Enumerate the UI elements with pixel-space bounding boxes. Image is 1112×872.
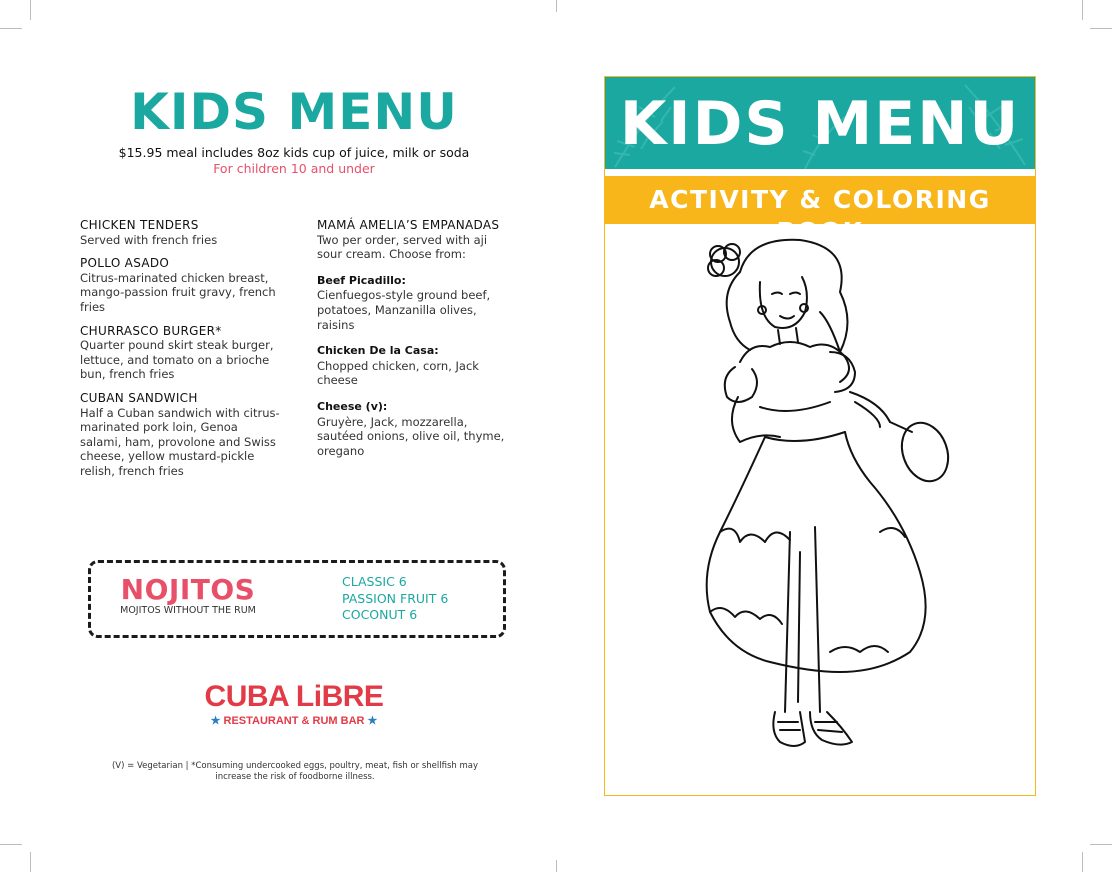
menu-item-name: CHURRASCO BURGER*	[80, 323, 222, 338]
crop-mark	[556, 0, 557, 12]
crop-mark	[30, 852, 31, 872]
crop-mark	[1082, 0, 1083, 20]
crop-mark	[556, 860, 557, 872]
crop-mark	[30, 0, 31, 20]
menu-title: KIDS MENU	[130, 83, 458, 141]
menu-item-desc: Quarter pound skirt steak burger, lettuce, and tomato on a brioche bun, french fries	[80, 338, 274, 382]
logo-tagline-row	[180, 714, 408, 727]
menu-item	[80, 324, 280, 382]
cover-title: KIDS MENU	[619, 89, 1021, 159]
nojitos-subtitle: MOJITOS WITHOUT THE RUM	[120, 605, 256, 616]
age-line: For children 10 and under	[213, 161, 375, 176]
star-icon: ★	[210, 715, 221, 727]
footnote: (V) = Vegetarian | *Consuming undercooked eggs, poultry, meat, fish or shellfish may increase the risk of foodborne illness.	[111, 761, 479, 782]
drink-item: PASSION FRUIT 6	[342, 590, 449, 606]
drink-item: COCONUT 6	[342, 607, 418, 622]
menu-item-desc: Half a Cuban sandwich with citrus-marinated pork loin, Genoa salami, ham, provolone and Swiss cheese, yellow mustard-pickle relish, french fries	[80, 405, 280, 478]
dancer-illustration	[680, 232, 970, 782]
price-line: $15.95 meal includes 8oz kids cup of juice, milk or soda	[118, 145, 470, 160]
crop-mark	[0, 844, 22, 845]
nojitos-drink-list	[342, 574, 448, 624]
menu-column-right	[317, 218, 512, 458]
menu-item-desc: Citrus-marinated chicken breast, mango-passion fruit gravy, french fries	[80, 270, 276, 314]
empanada-option-name: Beef Picadillo:	[317, 273, 406, 287]
menu-item-name: POLLO ASADO	[80, 256, 170, 271]
menu-column-left	[80, 218, 280, 488]
crop-mark	[0, 28, 22, 29]
menu-item	[80, 256, 280, 314]
star-icon: ★	[367, 715, 378, 727]
empanada-option-desc: Cienfuegos-style ground beef, potatoes, Manzanilla olives, raisins	[317, 288, 491, 332]
empanadas-desc: Two per order, served with aji sour cream. Choose from:	[317, 232, 488, 262]
empanada-option-name: Cheese (v):	[317, 399, 388, 413]
menu-item-name: CUBAN SANDWICH	[80, 390, 198, 405]
menu-item	[80, 218, 280, 247]
nojitos-title: NOJITOS	[120, 573, 256, 606]
menu-item-desc: Served with french fries	[80, 232, 218, 247]
empanada-option-desc: Chopped chicken, corn, Jack cheese	[317, 358, 479, 388]
crop-mark	[1082, 852, 1083, 872]
menu-item	[80, 391, 280, 479]
logo-name: CUBA LiBRE	[204, 680, 384, 713]
empanadas-name: MAMÁ AMELIA’S EMPANADAS	[317, 218, 500, 232]
logo-tagline: RESTAURANT & RUM BAR	[223, 715, 365, 727]
crop-mark	[1090, 844, 1112, 845]
crop-mark	[1090, 28, 1112, 29]
drink-item: CLASSIC 6	[342, 574, 407, 589]
empanada-option-name: Chicken De la Casa:	[317, 344, 439, 358]
empanada-option-desc: Gruyère, Jack, mozzarella, sautéed onions, olive oil, thyme, oregano	[317, 414, 505, 458]
cover-subtitle: ACTIVITY & COLORING BOOK	[649, 185, 991, 246]
menu-item-name: CHICKEN TENDERS	[80, 218, 199, 232]
